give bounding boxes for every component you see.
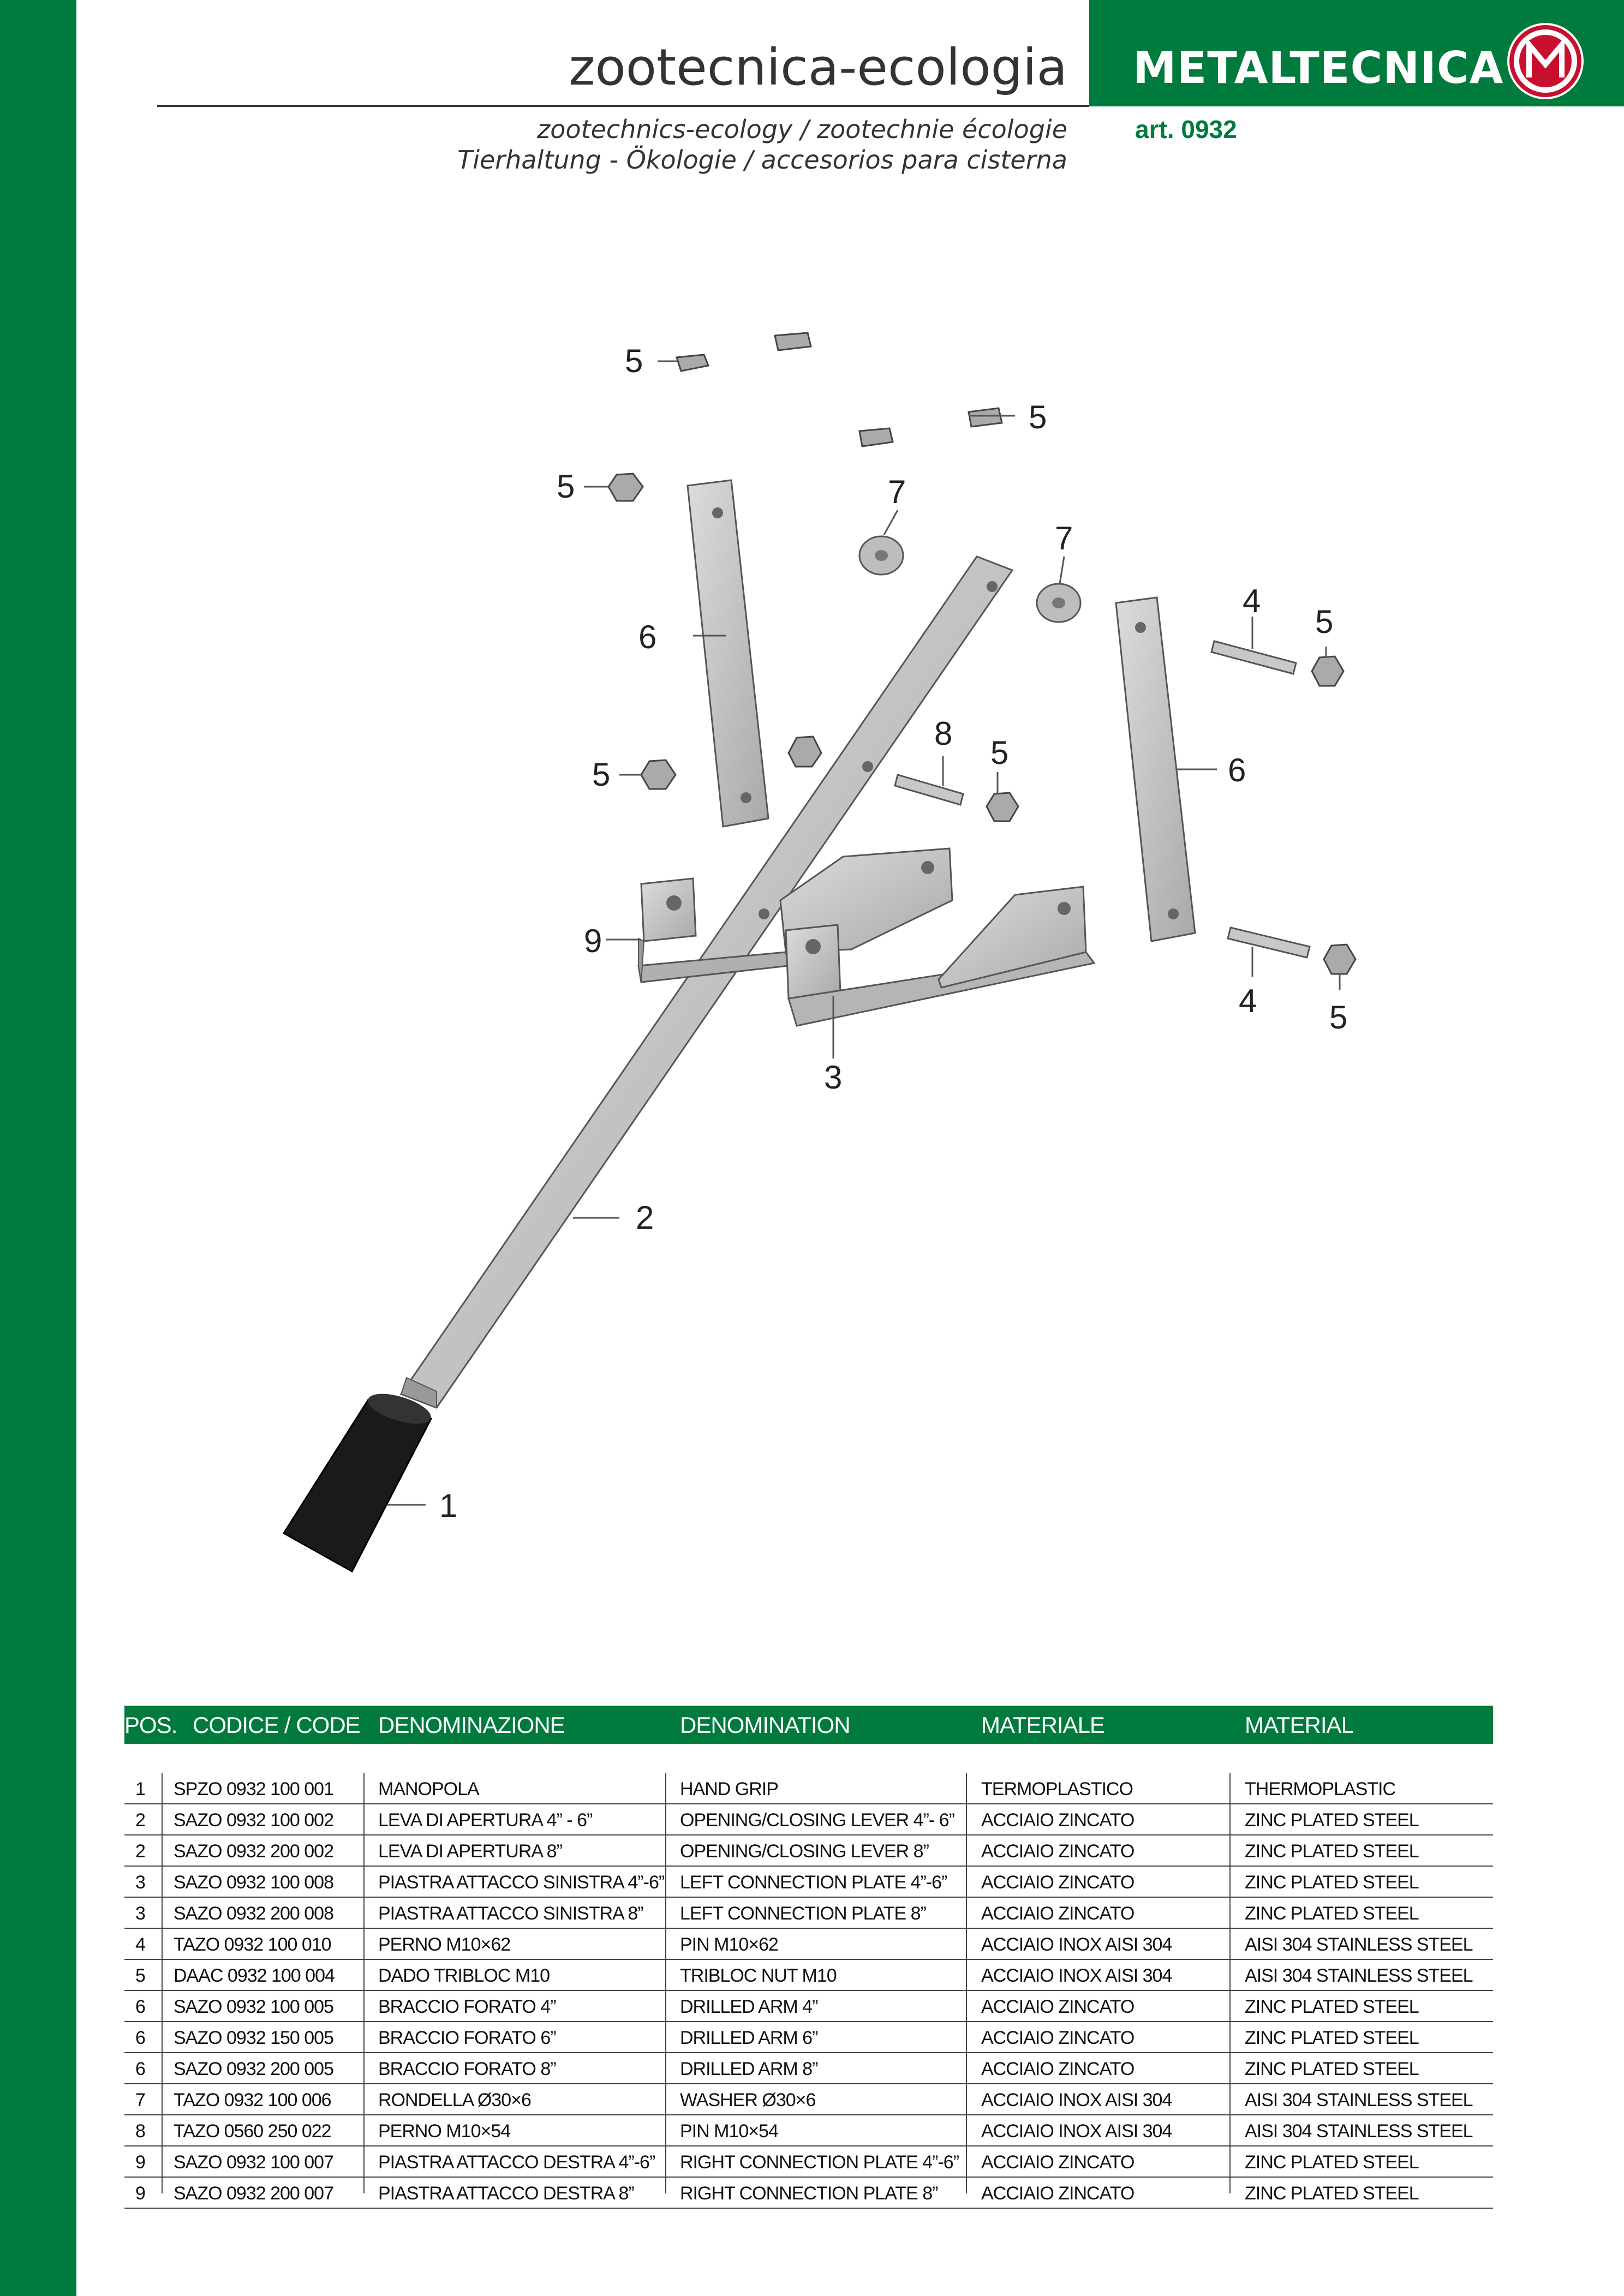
table-row xyxy=(124,1991,1493,2022)
nut xyxy=(1324,944,1356,974)
nut xyxy=(677,355,708,371)
table-row xyxy=(124,2084,1493,2115)
cell-denominazione: PIASTRA ATTACCO SINISTRA 4”-6” xyxy=(378,1872,665,1893)
cell-denomination: DRILLED ARM 8” xyxy=(680,2059,818,2079)
callout-label: 5 xyxy=(592,756,611,793)
callout-label: 7 xyxy=(888,474,906,510)
cell-code: SPZO 0932 100 001 xyxy=(174,1779,334,1799)
cell-materiale: ACCIAIO ZINCATO xyxy=(981,1872,1135,1893)
cell-denominazione: PIASTRA ATTACCO DESTRA 8” xyxy=(378,2183,634,2204)
cell-pos: 1 xyxy=(135,1779,145,1799)
cell-code: SAZO 0932 100 008 xyxy=(174,1872,334,1893)
cell-materiale: ACCIAIO INOX AISI 304 xyxy=(981,2090,1172,2110)
washer-left xyxy=(859,536,903,575)
cell-pos: 4 xyxy=(135,1934,145,1955)
cell-material: ZINC PLATED STEEL xyxy=(1245,2152,1419,2173)
cell-pos: 7 xyxy=(135,2090,145,2110)
table-row xyxy=(124,1960,1493,1991)
parts-table-header xyxy=(124,1706,1493,1744)
pin-center xyxy=(895,775,963,805)
cell-denominazione: MANOPOLA xyxy=(378,1779,479,1799)
cell-pos: 6 xyxy=(135,2028,145,2048)
cell-denomination: RIGHT CONNECTION PLATE 4”-6” xyxy=(680,2152,959,2173)
cell-material: ZINC PLATED STEEL xyxy=(1245,1810,1419,1831)
cell-code: SAZO 0932 100 007 xyxy=(174,2152,334,2173)
cell-denominazione: PERNO M10×54 xyxy=(378,2121,511,2142)
cell-material: ZINC PLATED STEEL xyxy=(1245,2183,1419,2204)
cell-code: SAZO 0932 200 008 xyxy=(174,1903,334,1924)
cell-code: TAZO 0560 250 022 xyxy=(174,2121,331,2142)
nut xyxy=(1312,656,1344,686)
cell-denominazione: DADO TRIBLOC M10 xyxy=(378,1965,550,1986)
cell-code: SAZO 0932 200 007 xyxy=(174,2183,334,2204)
cell-materiale: ACCIAIO ZINCATO xyxy=(981,1903,1135,1924)
cell-denomination: RIGHT CONNECTION PLATE 8” xyxy=(680,2183,938,2204)
cell-material: AISI 304 STAINLESS STEEL xyxy=(1245,1965,1473,1986)
nut xyxy=(608,474,643,501)
cell-denomination: LEFT CONNECTION PLATE 8” xyxy=(680,1903,926,1924)
cell-denomination: TRIBLOC NUT M10 xyxy=(680,1965,837,1986)
cell-material: THERMOPLASTIC xyxy=(1245,1779,1396,1799)
cell-denomination: LEFT CONNECTION PLATE 4”-6” xyxy=(680,1872,947,1893)
table-row xyxy=(124,1929,1493,1960)
callout-label: 7 xyxy=(1055,520,1073,557)
cell-denominazione: PIASTRA ATTACCO SINISTRA 8” xyxy=(378,1903,643,1924)
callout-label: 5 xyxy=(1029,399,1047,435)
cell-denomination: OPENING/CLOSING LEVER 4”- 6” xyxy=(680,1810,954,1831)
cell-denominazione: PIASTRA ATTACCO DESTRA 4”-6” xyxy=(378,2152,655,2173)
cell-denominazione: BRACCIO FORATO 4” xyxy=(378,1996,556,2017)
table-row xyxy=(124,2146,1493,2178)
cell-code: SAZO 0932 200 005 xyxy=(174,2059,334,2079)
cell-denominazione: LEVA DI APERTURA 4” - 6” xyxy=(378,1810,593,1831)
callout-label: 6 xyxy=(638,619,657,655)
callout-label: 3 xyxy=(824,1059,843,1096)
cell-denomination: PIN M10×62 xyxy=(680,1934,778,1955)
cell-denomination: OPENING/CLOSING LEVER 8” xyxy=(680,1841,929,1862)
cell-code: SAZO 0932 100 002 xyxy=(174,1810,334,1831)
cell-code: SAZO 0932 150 005 xyxy=(174,2028,334,2048)
cell-material: ZINC PLATED STEEL xyxy=(1245,2028,1419,2048)
cell-pos: 3 xyxy=(135,1872,145,1893)
header-material: MATERIAL xyxy=(1245,1712,1353,1738)
cell-materiale: ACCIAIO INOX AISI 304 xyxy=(981,2121,1172,2142)
nut xyxy=(987,793,1018,821)
cell-pos: 2 xyxy=(135,1810,145,1831)
header-code: CODICE / CODE xyxy=(193,1712,360,1738)
subtitle-line-1: zootechnics-ecology / zootechnie écologie xyxy=(537,115,1067,144)
cell-denomination: DRILLED ARM 4” xyxy=(680,1996,818,2017)
cell-materiale: ACCIAIO ZINCATO xyxy=(981,1810,1135,1831)
cell-denominazione: RONDELLA Ø30×6 xyxy=(378,2090,531,2110)
cell-material: ZINC PLATED STEEL xyxy=(1245,1841,1419,1862)
cell-materiale: TERMOPLASTICO xyxy=(981,1779,1133,1799)
cell-materiale: ACCIAIO ZINCATO xyxy=(981,1996,1135,2017)
callout-label: 9 xyxy=(584,923,602,959)
article-number: art. 0932 xyxy=(1135,115,1237,144)
header-denominazione: DENOMINAZIONE xyxy=(378,1712,565,1738)
callout-label: 5 xyxy=(625,343,643,379)
cell-denominazione: PERNO M10×62 xyxy=(378,1934,511,1955)
cell-denomination: HAND GRIP xyxy=(680,1779,778,1799)
cell-denomination: DRILLED ARM 6” xyxy=(680,2028,818,2048)
cell-denomination: PIN M10×54 xyxy=(680,2121,778,2142)
header-denomination: DENOMINATION xyxy=(680,1712,850,1738)
callout-label: 4 xyxy=(1239,983,1257,1019)
nut xyxy=(859,428,893,446)
pin-upper xyxy=(1211,641,1296,674)
nut xyxy=(775,333,811,350)
cell-pos: 8 xyxy=(135,2121,145,2142)
pin-lower xyxy=(1228,928,1310,958)
table-row xyxy=(124,1835,1493,1867)
cell-material: AISI 304 STAINLESS STEEL xyxy=(1245,2090,1473,2110)
cell-material: AISI 304 STAINLESS STEEL xyxy=(1245,2121,1473,2142)
cell-material: ZINC PLATED STEEL xyxy=(1245,2059,1419,2079)
callout-label: 8 xyxy=(934,715,953,752)
nut xyxy=(969,408,1002,427)
nut xyxy=(641,760,676,789)
callout-label: 5 xyxy=(557,468,575,505)
header-pos: POS. xyxy=(124,1712,177,1738)
cell-denomination: WASHER Ø30×6 xyxy=(680,2090,816,2110)
brand-name: METALTECNICA xyxy=(1133,43,1504,93)
cell-material: ZINC PLATED STEEL xyxy=(1245,1996,1419,2017)
drilled-arm-left xyxy=(688,480,768,827)
hand-grip xyxy=(284,1388,434,1571)
cell-code: TAZO 0932 100 010 xyxy=(174,1934,331,1955)
cell-pos: 9 xyxy=(135,2183,145,2204)
cell-denominazione: BRACCIO FORATO 6” xyxy=(378,2028,556,2048)
table-row xyxy=(124,2178,1493,2209)
cell-pos: 6 xyxy=(135,1996,145,2017)
callout-label: 5 xyxy=(1315,603,1334,640)
table-row xyxy=(124,2022,1493,2053)
callout-label: 5 xyxy=(1329,999,1348,1036)
cell-materiale: ACCIAIO INOX AISI 304 xyxy=(981,1934,1172,1955)
cell-materiale: ACCIAIO ZINCATO xyxy=(981,2152,1135,2173)
callout-label: 4 xyxy=(1243,583,1261,619)
washer-right xyxy=(1037,584,1080,622)
table-row xyxy=(124,1898,1493,1929)
cell-material: AISI 304 STAINLESS STEEL xyxy=(1245,1934,1473,1955)
nut xyxy=(789,737,821,767)
header-materiale: MATERIALE xyxy=(981,1712,1104,1738)
callout-label: 1 xyxy=(439,1487,458,1524)
cell-pos: 5 xyxy=(135,1965,145,1986)
table-row xyxy=(124,1804,1493,1835)
cell-pos: 2 xyxy=(135,1841,145,1862)
callout-label: 6 xyxy=(1228,752,1246,788)
callout-label: 5 xyxy=(990,734,1009,771)
cell-denominazione: BRACCIO FORATO 8” xyxy=(378,2059,556,2079)
cell-code: DAAC 0932 100 004 xyxy=(174,1965,335,1986)
cell-materiale: ACCIAIO ZINCATO xyxy=(981,2059,1135,2079)
page-title: zootecnica-ecologia xyxy=(569,38,1067,97)
parts-table-body xyxy=(124,1773,1493,2209)
cell-material: ZINC PLATED STEEL xyxy=(1245,1872,1419,1893)
cell-material: ZINC PLATED STEEL xyxy=(1245,1903,1419,1924)
table-row xyxy=(124,1867,1493,1898)
cell-pos: 6 xyxy=(135,2059,145,2079)
cell-pos: 9 xyxy=(135,2152,145,2173)
cell-materiale: ACCIAIO ZINCATO xyxy=(981,2183,1135,2204)
cell-code: SAZO 0932 100 005 xyxy=(174,1996,334,2017)
table-row xyxy=(124,2053,1493,2084)
cell-code: TAZO 0932 100 006 xyxy=(174,2090,331,2110)
cell-materiale: ACCIAIO ZINCATO xyxy=(981,2028,1135,2048)
cell-materiale: ACCIAIO ZINCATO xyxy=(981,1841,1135,1862)
table-row xyxy=(124,1773,1493,1804)
subtitle-line-2: Tierhaltung - Ökologie / accesorios para cisterna xyxy=(457,145,1067,175)
cell-denominazione: LEVA DI APERTURA 8” xyxy=(378,1841,562,1862)
cell-code: SAZO 0932 200 002 xyxy=(174,1841,334,1862)
table-row xyxy=(124,2115,1493,2146)
cell-materiale: ACCIAIO INOX AISI 304 xyxy=(981,1965,1172,1986)
cell-pos: 3 xyxy=(135,1903,145,1924)
callout-label: 2 xyxy=(636,1199,654,1236)
